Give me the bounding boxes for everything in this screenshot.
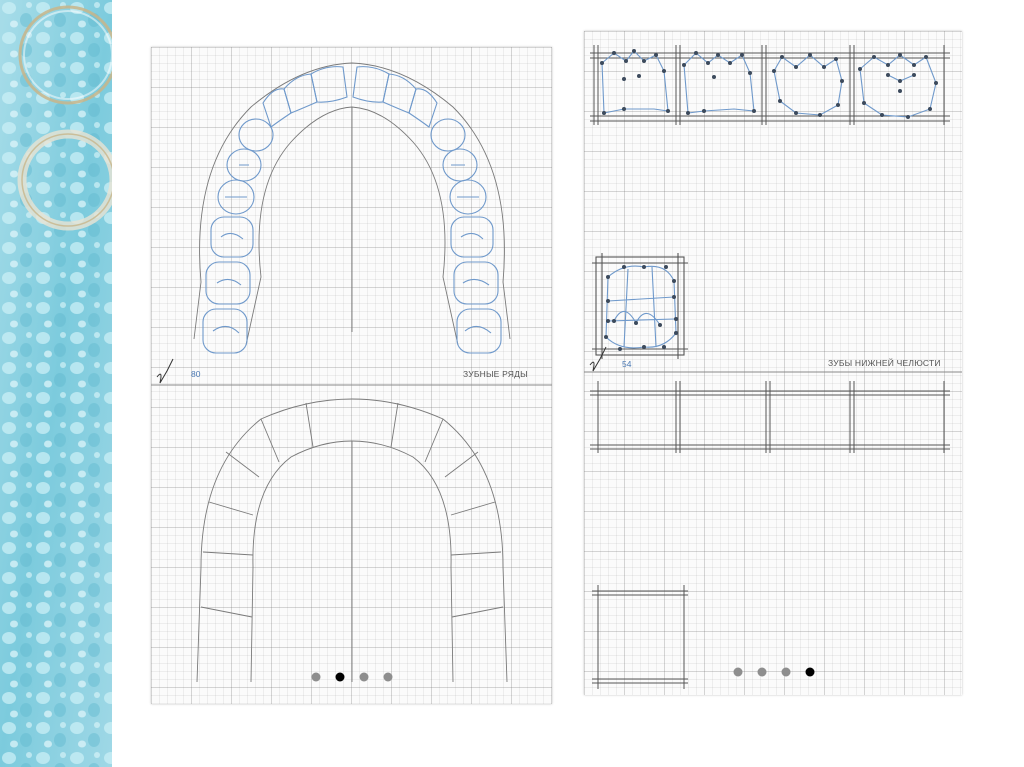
checkmark-icon bbox=[590, 347, 606, 371]
tooth-outline-points bbox=[602, 51, 936, 117]
tooth-row-framework bbox=[590, 45, 950, 125]
pagination-dot[interactable] bbox=[758, 668, 767, 677]
pagination-dot[interactable] bbox=[734, 668, 743, 677]
molar-grid-dots bbox=[604, 265, 678, 351]
pagination-dot[interactable] bbox=[384, 673, 393, 682]
lower-arch-template bbox=[197, 399, 507, 682]
pagination-dot[interactable] bbox=[312, 673, 321, 682]
pagination-dot[interactable] bbox=[360, 673, 369, 682]
page-number: 54 bbox=[622, 359, 632, 369]
section-title: ЗУБЫ НИЖНЕЙ ЧЕЛЮСТИ bbox=[828, 358, 941, 368]
pagination-dot-active[interactable] bbox=[806, 668, 815, 677]
pagination-dot[interactable] bbox=[782, 668, 791, 677]
molar-grid-drawing bbox=[592, 253, 688, 359]
section-title: ЗУБНЫЕ РЯДЫ bbox=[463, 369, 528, 379]
pagination-dots[interactable] bbox=[734, 668, 815, 677]
water-drops-background bbox=[0, 0, 112, 767]
empty-molar-framework bbox=[592, 585, 688, 689]
checkmark-icon bbox=[157, 359, 173, 383]
empty-tooth-row-framework bbox=[590, 381, 950, 453]
left-workbook-page bbox=[151, 47, 552, 704]
right-workbook-page bbox=[584, 31, 962, 695]
pagination-dot-active[interactable] bbox=[336, 673, 345, 682]
decorative-side-panel bbox=[0, 0, 112, 767]
page-number: 80 bbox=[191, 369, 201, 379]
